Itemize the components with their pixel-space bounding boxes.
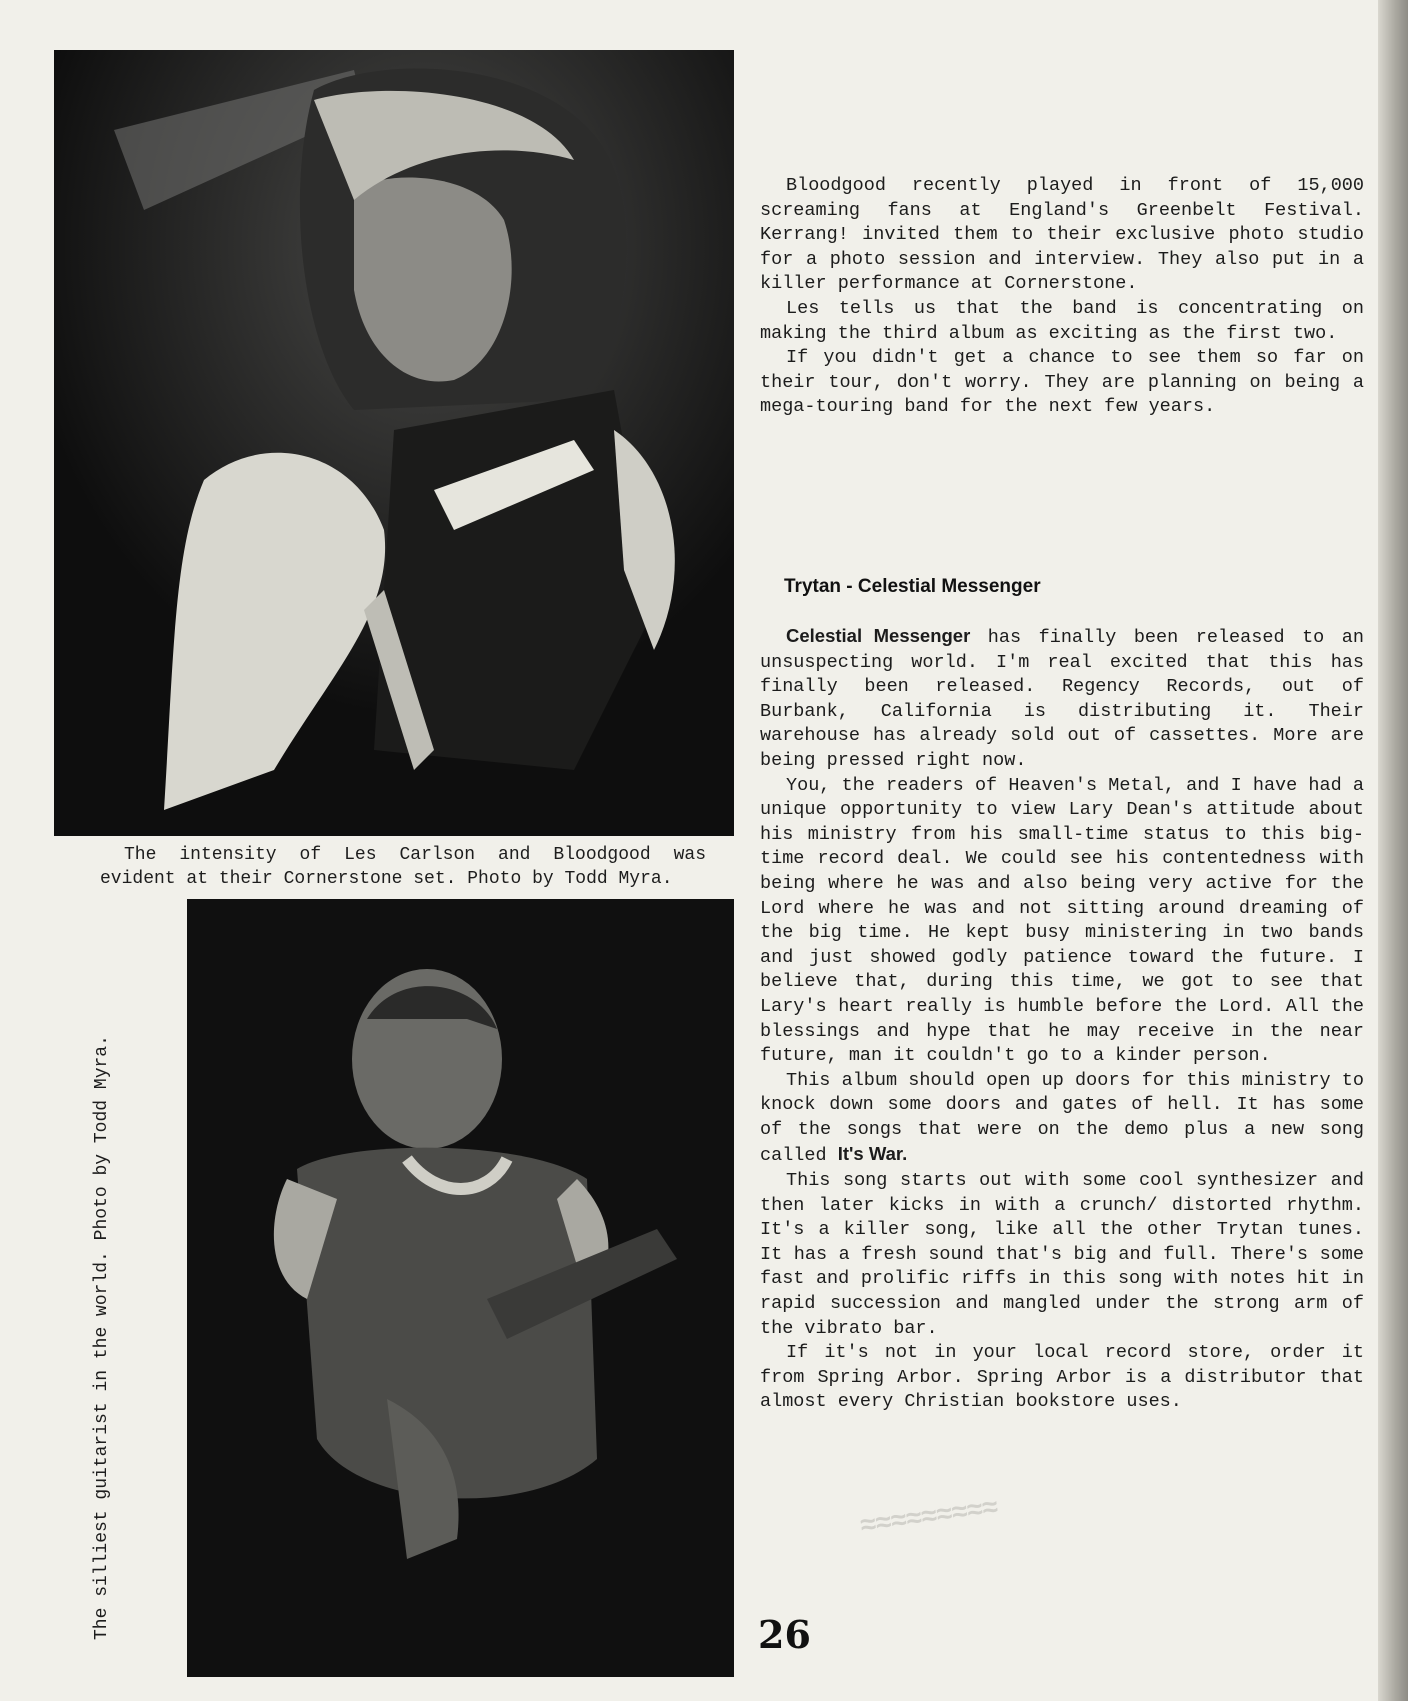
photo-guitarist-image bbox=[187, 899, 734, 1677]
article-bloodgood bbox=[760, 174, 1364, 420]
review-text: has finally been released to an unsuspecting world. I'm real excited that this has finally been released. Regency Records, out of Burbank, California is distributing it. Their warehouse has already sold out of cassettes. More are being pressed right now. bbox=[760, 627, 1364, 771]
review-heading: Trytan - Celestial Messenger bbox=[784, 576, 1041, 597]
article-paragraph: Bloodgood recently played in front of 15,000 screaming fans at England's Greenbelt Festival. Kerrang! invited them to their exclusive photo studio for a photo session and interview. They also put in a killer performance at Cornerstone. bbox=[760, 175, 1364, 295]
review-paragraph-1 bbox=[760, 624, 1364, 774]
review-trytan bbox=[760, 624, 1364, 1415]
photo-guitarist bbox=[187, 899, 734, 1677]
photo-caption-2: The silliest guitarist in the world. Photo by Todd Myra. bbox=[92, 1035, 112, 1640]
song-title: It's War. bbox=[837, 1143, 908, 1165]
page-edge bbox=[1378, 0, 1408, 1701]
review-paragraph-3 bbox=[760, 1069, 1364, 1169]
album-title: Celestial Messenger bbox=[786, 625, 971, 646]
review-paragraph-2: You, the readers of Heaven's Metal, and I have had a unique opportunity to view Lary Dean's attitude about his ministry from his small-time status to this big-time record deal. We could see his contentedness with being where he was and also being very active for the Lord where he was and not sitting around dreaming of the big time. He kept busy ministering in two bands and just showed godly patience toward the future. I believe that, during this time, we got to see that Lary's heart really is humble before the Lord. All the blessings and hype that he may receive in the near future, man it couldn't go to a kinder person. bbox=[760, 774, 1364, 1067]
article-paragraph: Les tells us that the band is concentrating on making the third album as exciting as the first two. bbox=[760, 297, 1364, 344]
article-paragraph: If you didn't get a chance to see them so far on their tour, don't worry. They are planning on being a mega-touring band for the next few years. bbox=[760, 347, 1364, 418]
review-text: This album should open up doors for this ministry to knock down some doors and gates of hell. It has some of the songs that were on the demo plus a new song called bbox=[760, 1069, 1364, 1167]
photo-caption-1: The intensity of Les Carlson and Bloodgood was evident at their Cornerstone set. Photo by Todd Myra. bbox=[100, 845, 706, 889]
page-number: 26 bbox=[758, 1612, 811, 1657]
photo-les-carlson-image bbox=[54, 50, 734, 836]
photo-les-carlson bbox=[54, 50, 734, 836]
review-paragraph-5: If it's not in your local record store, order it from Spring Arbor. Spring Arbor is a distributor that almost every Christian bookstore uses. bbox=[760, 1342, 1364, 1413]
bleed-through-artwork: ≈≈≈≈≈≈≈≈≈ bbox=[858, 1490, 1000, 1541]
review-paragraph-4: This song starts out with some cool synthesizer and then later kicks in with a crunch/ distorted rhythm. It's a killer song, like all the other Trytan tunes. It has a fresh sound that's big and full. There's some fast and prolific riffs in this song with notes hit in rapid succession and mangled under the strong arm of the vibrato bar. bbox=[760, 1170, 1364, 1339]
